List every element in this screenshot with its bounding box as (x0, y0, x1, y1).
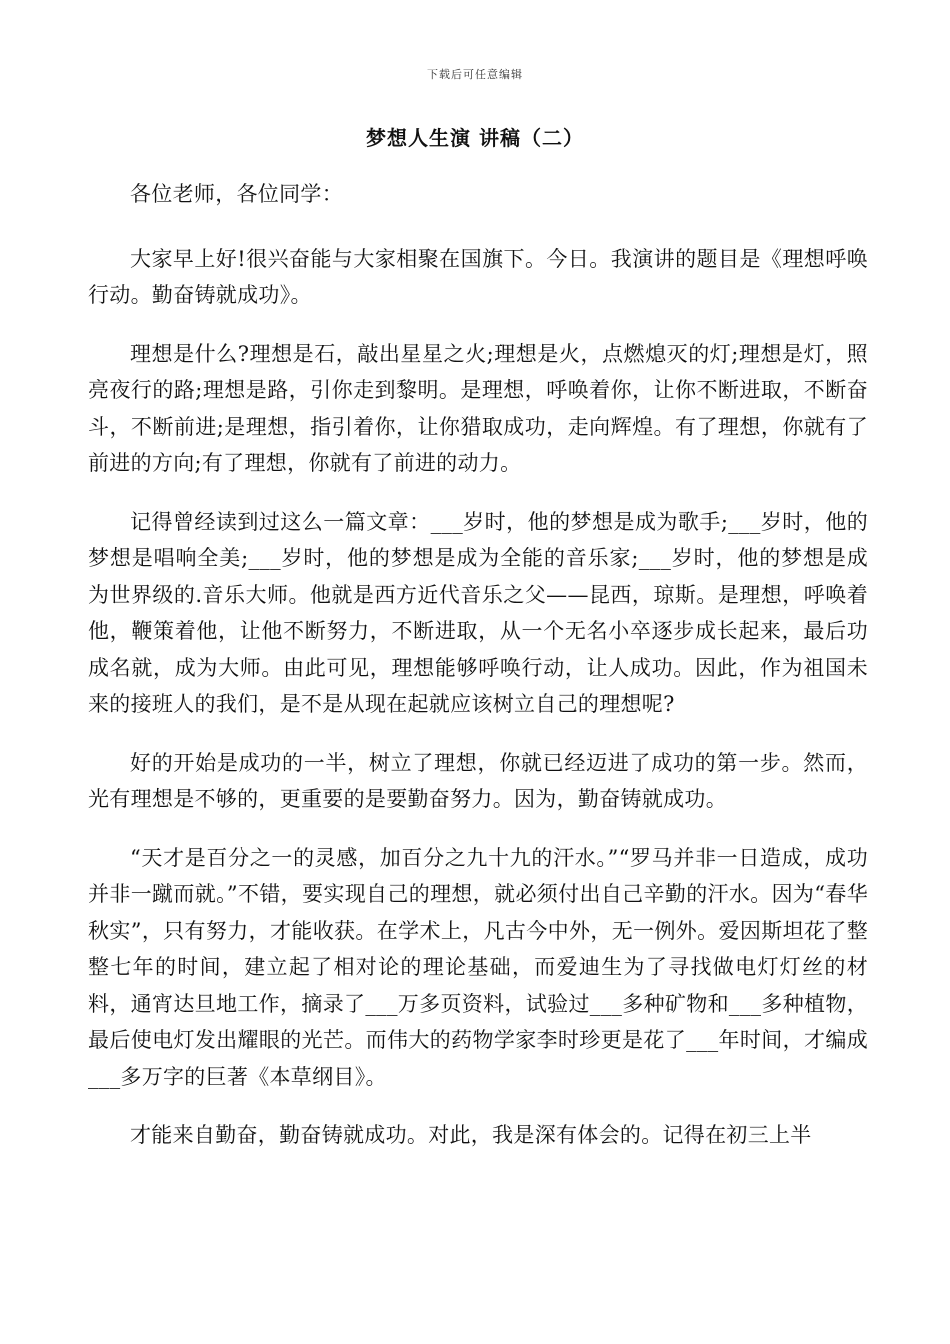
document-body (88, 176, 868, 1176)
page-header-note: 下载后可任意编辑 (427, 68, 523, 81)
paragraph: 理想是什么?理想是石，敲出星星之火;理想是火，点燃熄灭的灯;理想是灯，照亮夜行的路;理想是路，引你走到黎明。是理想，呼唤着你，让你不断进取，不断奋斗，不断前进;是理想，指引着你，让你猎取成功，走向辉煌。有了理想，你就有了前进的方向;有了理想，你就有了前进的动力。 (88, 341, 868, 475)
salutation: 各位老师，各位同学： (130, 182, 343, 206)
paragraph: 好的开始是成功的一半，树立了理想，你就已经迈进了成功的第一步。然而，光有理想是不够的，更重要的是要勤奋努力。因为，勤奋铸就成功。 (88, 750, 868, 811)
page-title: 梦想人生演 讲稿（二） (366, 126, 584, 150)
paragraph: 记得曾经读到过这么一篇文章：___岁时，他的梦想是成为歌手;___岁时，他的梦想是唱响全美;___岁时，他的梦想是成为全能的音乐家;___岁时，他的梦想是成为世界级的.音乐大师。他就是西方近代音乐之父——昆西，琼斯。是理想，呼唤着他，鞭策着他，让他不断努力，不断进取，从一个无名小卒逐步成长起来，最后功成名就，成为大师。由此可见，理想能够呼唤行动，让人成功。因此，作为祖国未来的接班人的我们，是不是从现在起就应该树立自己的理想呢? (88, 509, 868, 716)
paragraph: 大家早上好!很兴奋能与大家相聚在国旗下。今日。我演讲的题目是《理想呼唤行动。勤奋铸就成功》。 (88, 246, 868, 307)
paragraph: “天才是百分之一的灵感，加百分之九十九的汗水。”“罗马并非一日造成，成功并非一蹴而就。”不错，要实现自己的理想，就必须付出自己辛勤的汗水。因为“春华秋实”，只有努力，才能收获。在学术上，凡古今中外，无一例外。爱因斯坦花了整整七年的时间，建立起了相对论的理论基础，而爱迪生为了寻找做电灯灯丝的材料，通宵达旦地工作，摘录了___万多页资料，试验过___多种矿物和___多种植物，最后使电灯发出耀眼的光芒。而伟大的药物学家李时珍更是花了___年时间，才编成___多万字的巨著《本草纲目》。 (88, 845, 868, 1089)
paragraph: 才能来自勤奋，勤奋铸就成功。对此，我是深有体会的。记得在初三上半 (130, 1123, 812, 1147)
